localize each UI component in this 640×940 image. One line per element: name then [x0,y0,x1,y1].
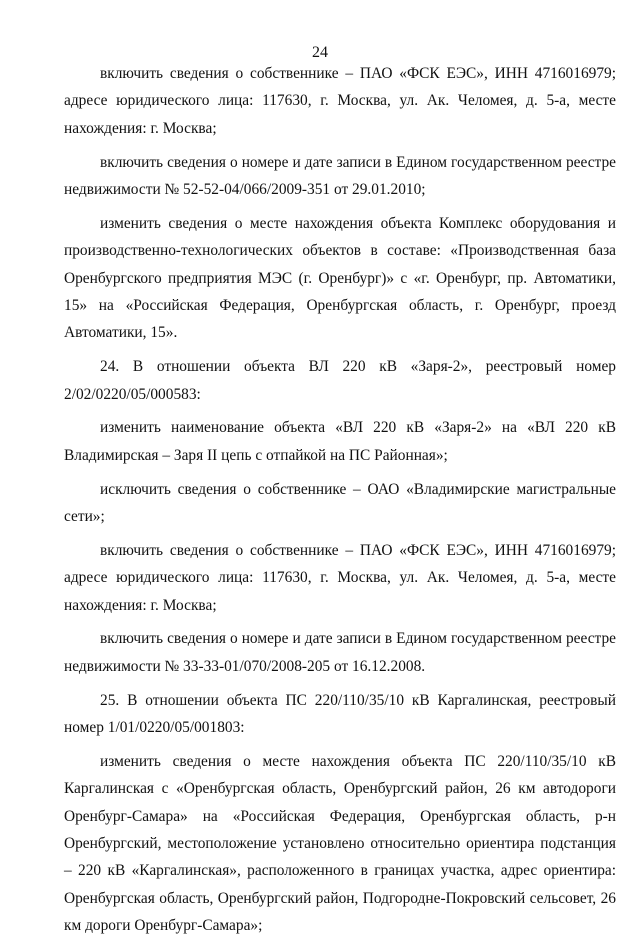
paragraph-change-location: изменить сведения о месте нахождения объекта Комплекс оборудования и производственно-технологических объектов в составе: «Производственная база Оренбургского предприятия МЭС (г. Оренбург)» с «г. Оренбург, пр. Автоматики, 15» на «Российская Федерация, Оренбургская область, г. Оренбург, проезд Автоматики, 15». [64,214,616,342]
paragraph-item-25-heading: 25. В отношении объекта ПС 220/110/35/10 кВ Каргалинская, реестровый номер 1/01/0220/05/001803: [64,691,616,737]
page-number: 24 [312,44,328,61]
paragraph-exclude-owner: исключить сведения о собственнике – ОАО «Владимирские магистральные сети»; [64,480,616,526]
paragraph-change-name: изменить наименование объекта «ВЛ 220 кВ «Заря-2» на «ВЛ 220 кВ Владимирская – Заря II цепь с отпайкой на ПС Районная»; [64,419,616,464]
paragraph-change-location-2: изменить сведения о месте нахождения объекта ПС 220/110/35/10 кВ Каргалинская с «Оренбургская область, Оренбургский район, 26 км автодороги Оренбург-Самара» на «Российская Федерация, Оренбургская область, р-н Оренбургский, местоположение установлено относительно ориентира подстанция – 220 кВ «Каргалинская», расположенного в границах участка, адрес ориентира: Оренбургская область, Оренбургский район, Подгородне-Покровский сельсовет, 26 км дороги Оренбург-Самара»; [64,752,616,935]
paragraph-item-24-heading: 24. В отношении объекта ВЛ 220 кВ «Заря-2», реестровый номер 2/02/0220/05/000583: [64,358,616,403]
paragraph-include-owner: включить сведения о собственнике – ПАО «ФСК ЕЭС», ИНН 4716016979; адресе юридического лица: 117630, г. Москва, ул. Ак. Челомея, д. 5-а, месте нахождения: г. Москва; [64,65,616,137]
paragraph-include-owner-2: включить сведения о собственнике – ПАО «ФСК ЕЭС», ИНН 4716016979; адресе юридического лица: 117630, г. Москва, ул. Ак. Челомея, д. 5-а, месте нахождения: г. Москва; [64,541,616,614]
document-body [64,60,616,940]
paragraph-include-registry-record-2: включить сведения о номере и дате записи в Едином государственном реестре недвижимости № 33-33-01/070/2008-205 от 16.12.2008. [64,630,616,675]
paragraph-include-registry-record: включить сведения о номере и дате записи в Едином государственном реестре недвижимости № 52-52-04/066/2009-351 от 29.01.2010; [64,153,616,199]
